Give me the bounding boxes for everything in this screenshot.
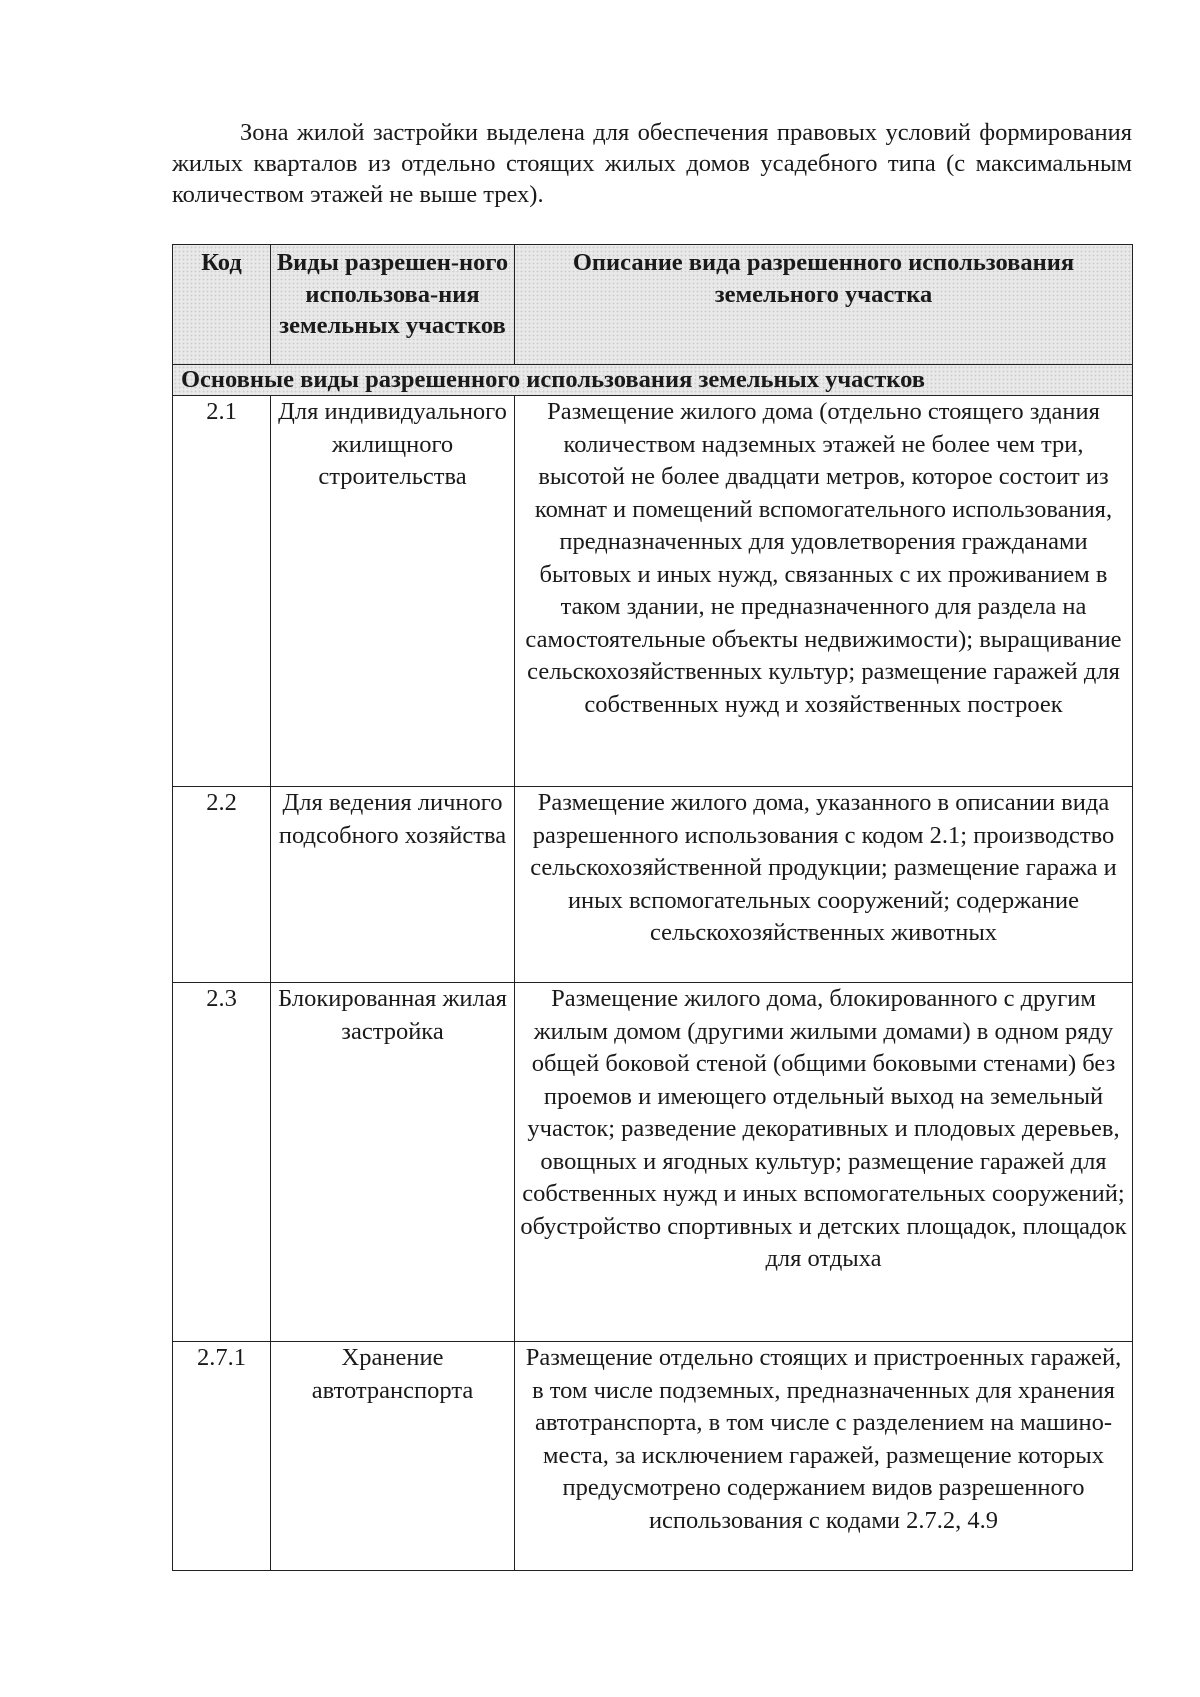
row-code: 2.7.1 — [173, 1342, 271, 1571]
row-description: Размещение жилого дома, указанного в описании вида разрешенного использования с кодом 2.1; производство сельскохозяйственной продукции; размещение гаража и иных вспомогательных сооружений; содержание сельскохозяйственных животных — [515, 787, 1133, 983]
table-row — [173, 396, 1133, 787]
row-type: Для индивидуального жилищного строительства — [271, 396, 515, 787]
row-code: 2.3 — [173, 983, 271, 1342]
header-description: Описание вида разрешенного использования земельного участка — [515, 245, 1133, 365]
section-row — [173, 365, 1133, 396]
row-description: Размещение жилого дома (отдельно стоящего здания количеством надземных этажей не более чем три, высотой не более двадцати метров, которое состоит из комнат и помещений вспомогательного использования, предназначенных для удовлетворения гражданами бытовых и иных нужд, связанных с их проживанием в таком здании, не предназначенного для раздела на самостоятельные объекты недвижимости); выращивание сельскохозяйственных культур; размещение гаражей для собственных нужд и хозяйственных построек — [515, 396, 1133, 787]
table-row — [173, 1342, 1133, 1571]
row-type: Блокированная жилая застройка — [271, 983, 515, 1342]
table-row — [173, 787, 1133, 983]
row-description: Размещение жилого дома, блокированного с другим жилым домом (другими жилыми домами) в одном ряду общей боковой стеной (общими боковыми стенами) без проемов и имеющего отдельный выход на земельный участок; разведение декоративных и плодовых деревьев, овощных и ягодных культур; размещение гаражей для собственных нужд и иных вспомогательных сооружений; обустройство спортивных и детских площадок, площадок для отдыха — [515, 983, 1133, 1342]
section-title: Основные виды разрешенного использования земельных участков — [173, 365, 1133, 396]
table-row — [173, 983, 1133, 1342]
row-description: Размещение отдельно стоящих и пристроенных гаражей, в том числе подземных, предназначенных для хранения автотранспорта, в том числе с разделением на машино-места, за исключением гаражей, размещение которых предусмотрено содержанием видов разрешенного использования с кодами 2.7.2, 4.9 — [515, 1342, 1133, 1571]
row-code: 2.1 — [173, 396, 271, 787]
land-use-table — [172, 244, 1133, 1571]
header-code: Код — [173, 245, 271, 365]
table-header-row — [173, 245, 1133, 365]
row-type: Хранение автотранспорта — [271, 1342, 515, 1571]
header-type: Виды разрешен-ного использова-ния земельных участков — [271, 245, 515, 365]
intro-paragraph: Зона жилой застройки выделена для обеспечения правовых условий формирования жилых кварталов из отдельно стоящих жилых домов усадебного типа (с максимальным количеством этажей не выше трех). — [172, 119, 1132, 208]
row-code: 2.2 — [173, 787, 271, 983]
row-type: Для ведения личного подсобного хозяйства — [271, 787, 515, 983]
